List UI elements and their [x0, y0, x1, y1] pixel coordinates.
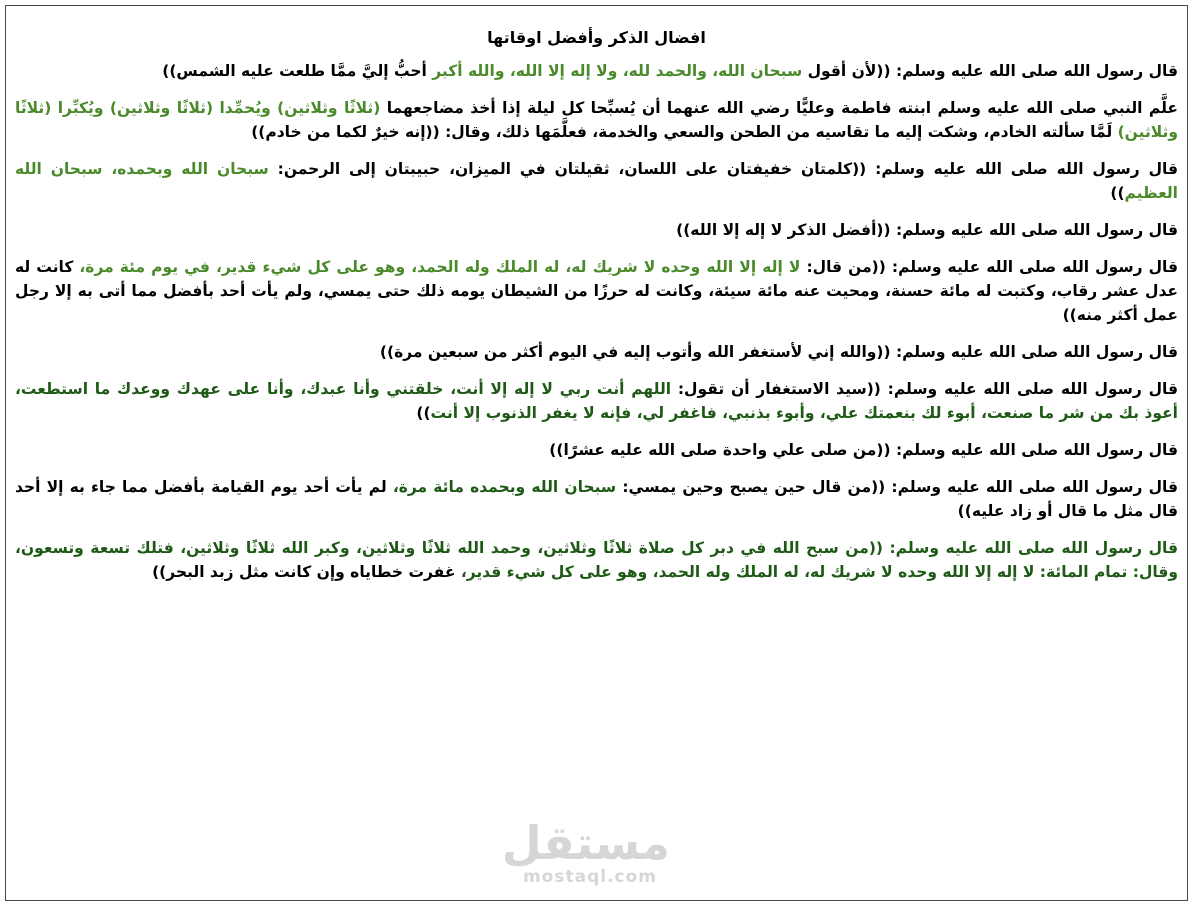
document-body [6, 6, 1187, 584]
hadith-text: قال رسول الله صلى الله عليه وسلم: ((أفضل الذكر لا إله إلا الله)) [676, 221, 1178, 239]
hadith-text: قال رسول الله صلى الله عليه وسلم: ((من قال حين يصبح وحين يمسي: [616, 478, 1178, 496]
hadith-paragraph [15, 96, 1178, 144]
watermark [501, 816, 670, 887]
hadith-text: )) [1110, 184, 1125, 202]
hadith-text: غفرت خطاياه وإن كانت مثل زبد البحر)) [152, 563, 461, 581]
hadith-text: أحبُّ إليَّ ممَّا طلعت عليه الشمس)) [162, 62, 433, 80]
dhikr-text: اللهم أنت ربي لا إله إلا أنت، خلقتني وأنا عبدك، وأنا على عهدك ووعدك ما استطعت، أعوذ بك من شر ما صنعت، أبوء لك بنعمتك علي، وأبوء بذنبي، فاغفر لي، فإنه لا يغفر الذنوب إلا أنت [15, 380, 1178, 422]
dhikr-text: قال رسول الله صلى الله عليه وسلم: ((من سبح الله في دبر كل صلاة ثلاثًا وثلاثين، وحمد الله ثلاثًا وثلاثين، وكبر الله ثلاثًا وثلاثين، فتلك تسعة وتسعون، وقال: تمام المائة: لا إله إلا الله وحده لا شريك له، له الملك وله الحمد، وهو على كل شيء قدير، [15, 539, 1178, 581]
hadith-text: كانت له عدل عشر رقاب، وكتبت له مائة حسنة، ومحيت عنه مائة سيئة، وكانت له حرزًا من الشيطان يومه ذلك حتى يمسي، ولم يأت أحد بأفضل مما أتى به إلا رجل عمل أكثر منه)) [15, 258, 1178, 324]
hadith-paragraph [15, 377, 1178, 425]
hadith-list [15, 59, 1178, 584]
hadith-text: قال رسول الله صلى الله عليه وسلم: ((سيد الاستغفار أن تقول: [671, 380, 1178, 398]
hadith-text: قال رسول الله صلى الله عليه وسلم: ((والله إني لأستغفر الله وأتوب إليه في اليوم أكثر من سبعين مرة)) [379, 343, 1178, 361]
watermark-url: mostaql.com [522, 867, 658, 887]
hadith-text: قال رسول الله صلى الله عليه وسلم: ((لأن أقول [802, 62, 1178, 80]
hadith-paragraph [15, 255, 1178, 327]
hadith-text: علَّم النبي صلى الله عليه وسلم ابنته فاطمة وعليًّا رضي الله عنهما أن يُسبِّحا كل ليلة إذا أخذ مضاجعهما [380, 99, 1178, 117]
hadith-text: لَمَّا سألته الخادم، وشكت إليه ما تقاسيه من الطحن والسعي والخدمة، فعلَّمَها ذلك، وقال: ((إنه خيرٌ لكما من خادم)) [251, 123, 1118, 141]
page-title: افضال الذكر وأفضل اوقاتها [487, 28, 706, 47]
hadith-text: قال رسول الله صلى الله عليه وسلم: ((كلمتان خفيفتان على اللسان، ثقيلتان في الميزان، حبيبتان إلى الرحمن: [268, 160, 1178, 178]
document-frame [5, 5, 1188, 901]
hadith-paragraph [15, 475, 1178, 523]
dhikr-text: سبحان الله، والحمد لله، ولا إله إلا الله، والله أكبر [432, 62, 803, 80]
dhikr-text: (ثلاثًا وثلاثين) ويُحمِّدا (ثلاثًا وثلاثين) ويُكبِّرا (ثلاثًا وثلاثين) [15, 99, 1178, 141]
hadith-text: قال رسول الله صلى الله عليه وسلم: ((من صلى علي واحدة صلى الله عليه عشرًا)) [549, 441, 1178, 459]
hadith-paragraph [15, 438, 1178, 462]
hadith-paragraph [15, 340, 1178, 364]
dhikr-text: لا إله إلا الله وحده لا شريك له، له الملك وله الحمد، وهو على كل شيء قدير، في يوم مئة مرة، [79, 258, 801, 276]
hadith-text: قال رسول الله صلى الله عليه وسلم: ((من قال: [800, 258, 1178, 276]
dhikr-text: سبحان الله وبحمده، سبحان الله العظيم [15, 160, 1178, 202]
hadith-paragraph [15, 157, 1178, 205]
dhikr-text: سبحان الله وبحمده مائة مرة، [392, 478, 617, 496]
hadith-text: لم يأت أحد يوم القيامة بأفضل مما جاء به إلا أحد قال مثل ما قال أو زاد عليه)) [15, 478, 1178, 520]
hadith-paragraph [15, 59, 1178, 83]
hadith-paragraph [15, 536, 1178, 584]
watermark-logo: مستقل [501, 816, 670, 870]
hadith-paragraph [15, 218, 1178, 242]
hadith-text: )) [416, 404, 431, 422]
